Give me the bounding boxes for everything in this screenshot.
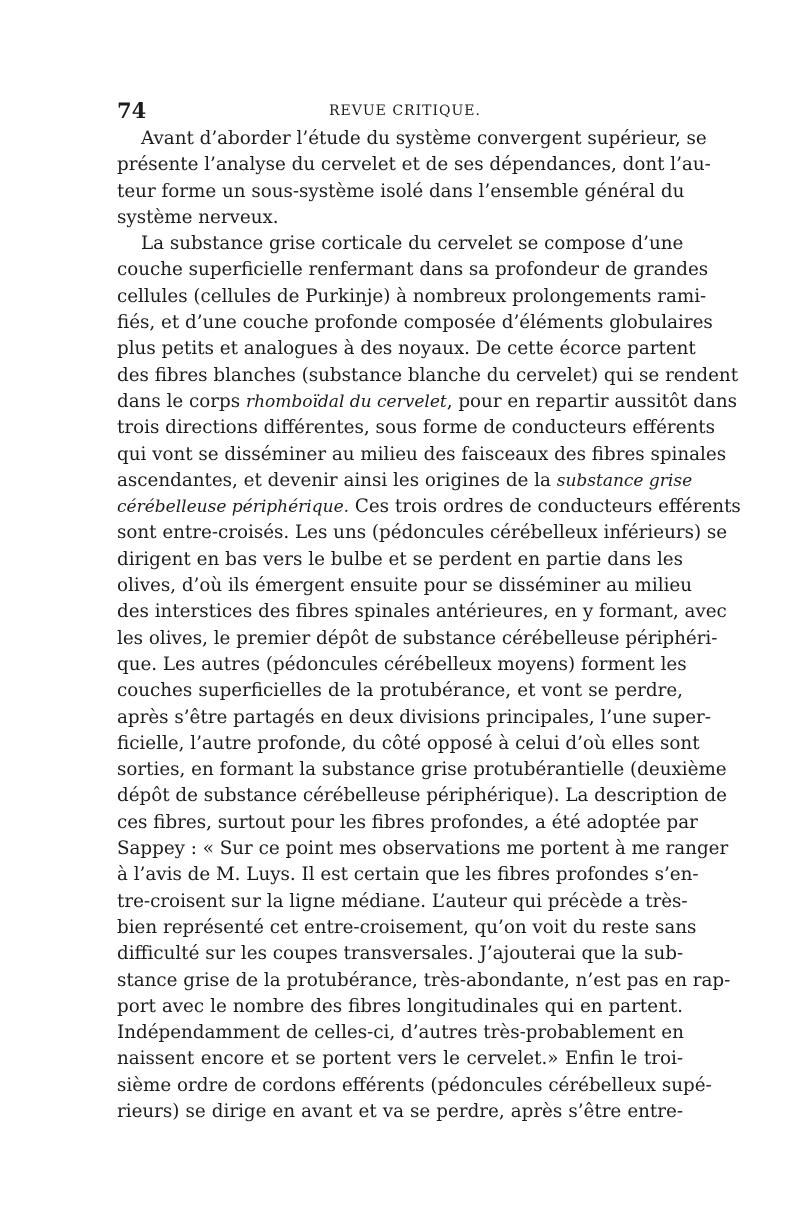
text-line: plus petits et analogues à des noyaux. De cette écorce partent [117, 338, 696, 360]
text-line: couche superficielle renfermant dans sa profondeur de grandes [117, 259, 709, 281]
text-line-with-italic [117, 468, 693, 494]
text-line: sont entre-croisés. Les uns (pédoncules cérébelleux inférieurs) se [117, 522, 728, 544]
text-line: bien représenté cet entre-croisement, qu’on voit du reste sans [117, 916, 697, 938]
text-line: Indépendamment de celles-ci, d’autres très-probablement en [117, 1022, 684, 1044]
text-run: Ces trois ordres de conducteurs efférents [349, 496, 741, 518]
italic-term: cérébelleuse périphérique. [117, 497, 350, 518]
text-line-with-italic [117, 494, 741, 520]
text-line: olives, d’où ils émergent ensuite pour se disséminer au milieu [117, 575, 693, 597]
text-line: sième ordre de cordons efférents (pédoncules cérébelleux supé- [117, 1074, 712, 1096]
text-line: système nerveux. [117, 206, 279, 228]
text-line: stance grise de la protubérance, très-abondante, n’est pas en rap- [117, 969, 731, 991]
text-line: couches superficielles de la protubérance, et vont se perdre, [117, 680, 683, 702]
text-run: ascendantes, et devenir ainsi les origines de la [117, 469, 557, 491]
text-line: sorties, en formant la substance grise protubérantielle (deuxième [117, 759, 727, 781]
text-line: des fibres blanches (substance blanche du cervelet) qui se rendent [117, 364, 739, 386]
text-line: que. Les autres (pédoncules cérébelleux moyens) forment les [117, 653, 687, 675]
text-line: trois directions différentes, sous forme de conducteurs efférents [117, 417, 715, 439]
text-line: des interstices des fibres spinales antérieures, en y formant, avec [117, 601, 727, 623]
text-line: difficulté sur les coupes transversales. J’ajouterai que la sub- [117, 943, 684, 965]
text-line: port avec le nombre des fibres longitudinales qui en partent. [117, 995, 683, 1017]
text-line: cellules (cellules de Purkinje) à nombreux prolongements rami- [117, 285, 707, 307]
text-line: ficielle, l’autre profonde, du côté opposé à celui d’où elles sont [117, 732, 700, 754]
body-text [117, 126, 741, 1125]
page-number: 74 [117, 98, 147, 123]
text-line: ces fibres, surtout pour les fibres profondes, a été adoptée par [117, 811, 698, 833]
text-run: , pour en repartir aussitôt dans [446, 390, 737, 412]
text-line: fiés, et d’une couche profonde composée d’éléments globulaires [117, 312, 713, 334]
text-line: tre-croisent sur la ligne médiane. L’auteur qui précède a très- [117, 890, 688, 912]
text-line: La substance grise corticale du cervelet se compose d’une [141, 233, 684, 255]
text-line: après s’être partagés en deux divisions principales, l’une super- [117, 706, 711, 728]
text-line: dirigent en bas vers le bulbe et se perdent en partie dans les [117, 548, 683, 570]
text-line: présente l’analyse du cervelet et de ses dépendances, dont l’au- [117, 154, 711, 176]
text-line: naissent encore et se portent vers le cervelet.» Enfin le troi- [117, 1048, 683, 1070]
text-line: qui vont se disséminer au milieu des faisceaux des fibres spinales [117, 443, 727, 465]
text-line: à l’avis de M. Luys. Il est certain que les fibres profondes s’en- [117, 864, 699, 886]
text-line: teur forme un sous-système isolé dans l’ensemble général du [117, 180, 685, 202]
italic-term: rhomboïdal du cervelet [245, 391, 447, 412]
text-line-with-italic [117, 389, 737, 415]
italic-term: substance grise [556, 470, 693, 491]
text-line: dépôt de substance cérébelleuse périphérique). La description de [117, 785, 727, 807]
text-line: les olives, le premier dépôt de substance cérébelleuse périphéri- [117, 627, 718, 649]
text-line: rieurs) se dirige en avant et va se perdre, après s’être entre- [117, 1100, 683, 1122]
page-header [117, 96, 683, 126]
running-head: REVUE CRITIQUE. [329, 103, 481, 119]
text-run: dans le corps [117, 390, 246, 412]
text-line: Avant d’aborder l’étude du système convergent supérieur, se [141, 128, 707, 149]
text-line: Sappey : « Sur ce point mes observations me portent à me ranger [117, 838, 729, 860]
